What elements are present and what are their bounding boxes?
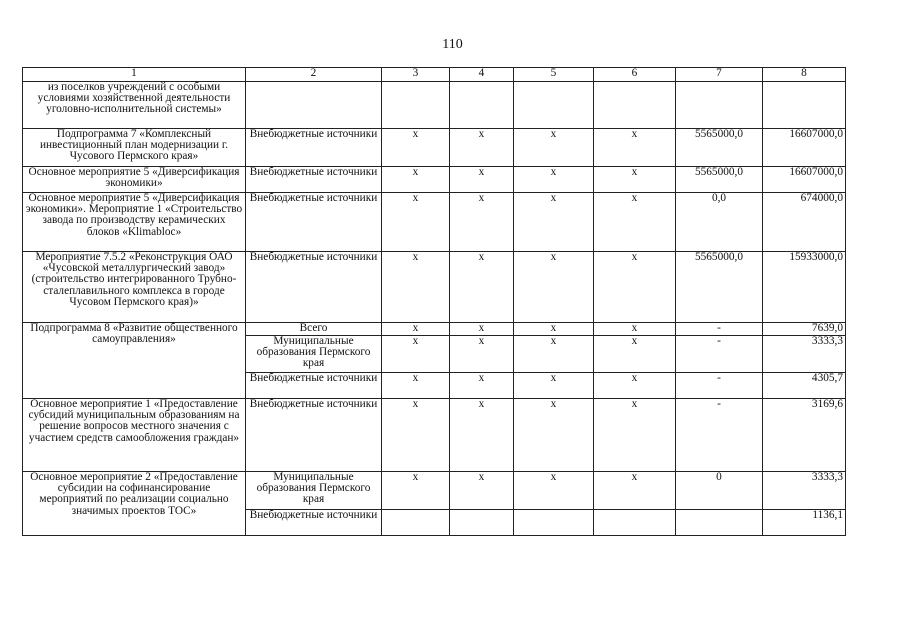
cell-col-3: х — [382, 472, 450, 510]
column-header: 2 — [246, 68, 382, 82]
table-row — [23, 193, 846, 252]
cell-col-3: х — [382, 129, 450, 167]
cell-col-6: х — [594, 323, 676, 336]
cell-col-7: - — [676, 323, 763, 336]
cell-col-3: х — [382, 323, 450, 336]
cell-col-7 — [676, 82, 763, 129]
cell-col-7: - — [676, 399, 763, 472]
cell-col-7: 0,0 — [676, 193, 763, 252]
cell-col-5 — [514, 82, 594, 129]
cell-col-7: 5565000,0 — [676, 252, 763, 323]
cell-col-4: х — [450, 167, 514, 193]
funding-source-cell: Внебюджетные источники — [246, 129, 382, 167]
row-title-cell: Подпрограмма 7 «Комплексный инвестиционный план модернизации г. Чусового Пермского края» — [23, 129, 246, 167]
budget-table — [22, 67, 846, 536]
cell-col-6: х — [594, 129, 676, 167]
cell-col-8 — [763, 82, 846, 129]
row-title-cell: Основное мероприятие 5 «Диверсификация экономики». Мероприятие 1 «Строительство завода по производству керамических блоков «Klimabloc» — [23, 193, 246, 252]
column-header: 8 — [763, 68, 846, 82]
cell-col-8: 16607000,0 — [763, 129, 846, 167]
cell-col-5: х — [514, 399, 594, 472]
cell-col-6: х — [594, 373, 676, 399]
cell-col-3: х — [382, 252, 450, 323]
funding-source-cell: Внебюджетные источники — [246, 373, 382, 399]
cell-col-6: х — [594, 336, 676, 373]
funding-source-cell: Внебюджетные источники — [246, 193, 382, 252]
cell-col-6 — [594, 510, 676, 536]
cell-col-3: х — [382, 399, 450, 472]
cell-col-6: х — [594, 399, 676, 472]
cell-col-8: 7639,0 — [763, 323, 846, 336]
cell-col-5 — [514, 510, 594, 536]
funding-source-cell: Внебюджетные источники — [246, 399, 382, 472]
cell-col-8: 3333,3 — [763, 336, 846, 373]
table-row — [23, 472, 846, 510]
cell-col-8: 674000,0 — [763, 193, 846, 252]
cell-col-5: х — [514, 373, 594, 399]
cell-col-4: х — [450, 399, 514, 472]
cell-col-8: 1136,1 — [763, 510, 846, 536]
cell-col-3: х — [382, 193, 450, 252]
funding-source-cell: Муниципальные образования Пермского края — [246, 336, 382, 373]
cell-col-4 — [450, 510, 514, 536]
cell-col-4: х — [450, 336, 514, 373]
cell-col-7 — [676, 510, 763, 536]
column-header: 5 — [514, 68, 594, 82]
cell-col-8: 3169,6 — [763, 399, 846, 472]
column-header: 4 — [450, 68, 514, 82]
cell-col-3 — [382, 82, 450, 129]
table-header-row — [23, 68, 846, 82]
cell-col-4: х — [450, 252, 514, 323]
cell-col-8: 15933000,0 — [763, 252, 846, 323]
cell-col-8: 3333,3 — [763, 472, 846, 510]
column-header: 6 — [594, 68, 676, 82]
cell-col-4: х — [450, 129, 514, 167]
row-title-cell: Основное мероприятие 1 «Предоставление субсидий муниципальным образованиям на решение вопросов местного значения с участием средств самообложения граждан» — [23, 399, 246, 472]
cell-col-5: х — [514, 129, 594, 167]
cell-col-7: 5565000,0 — [676, 167, 763, 193]
table-row — [23, 129, 846, 167]
table-row — [23, 167, 846, 193]
row-title-cell: Подпрограмма 8 «Развитие общественного самоуправления» — [23, 323, 246, 399]
cell-col-5: х — [514, 323, 594, 336]
column-header: 1 — [23, 68, 246, 82]
funding-source-cell: Внебюджетные источники — [246, 510, 382, 536]
cell-col-3 — [382, 510, 450, 536]
cell-col-6: х — [594, 193, 676, 252]
funding-source-cell: Муниципальные образования Пермского края — [246, 472, 382, 510]
cell-col-7: - — [676, 373, 763, 399]
column-header: 3 — [382, 68, 450, 82]
row-title-cell: Мероприятие 7.5.2 «Реконструкция ОАО «Чусовской металлургический завод» (строительство интегрированного Трубно-сталеплавильного комплекса в городе Чусовом Пермского края)» — [23, 252, 246, 323]
cell-col-4: х — [450, 323, 514, 336]
funding-source-cell: Всего — [246, 323, 382, 336]
cell-col-4: х — [450, 373, 514, 399]
cell-col-5: х — [514, 193, 594, 252]
cell-col-8: 16607000,0 — [763, 167, 846, 193]
row-title-cell: Основное мероприятие 2 «Предоставление субсидии на софинансирование мероприятий по реализации социально значимых проектов ТОС» — [23, 472, 246, 536]
column-header: 7 — [676, 68, 763, 82]
cell-col-3: х — [382, 373, 450, 399]
funding-source-cell: Внебюджетные источники — [246, 167, 382, 193]
cell-col-5: х — [514, 167, 594, 193]
funding-source-cell: Внебюджетные источники — [246, 252, 382, 323]
cell-col-5: х — [514, 252, 594, 323]
table-row — [23, 323, 846, 336]
cell-col-4 — [450, 82, 514, 129]
funding-source-cell — [246, 82, 382, 129]
cell-col-6: х — [594, 472, 676, 510]
cell-col-3: х — [382, 336, 450, 373]
cell-col-5: х — [514, 336, 594, 373]
cell-col-6 — [594, 82, 676, 129]
cell-col-6: х — [594, 167, 676, 193]
cell-col-7: 0 — [676, 472, 763, 510]
cell-col-7: 5565000,0 — [676, 129, 763, 167]
cell-col-3: х — [382, 167, 450, 193]
row-title-cell: из поселков учреждений с особыми условиями хозяйственной деятельности уголовно-исполнительной системы» — [23, 82, 246, 129]
row-title-cell: Основное мероприятие 5 «Диверсификация экономики» — [23, 167, 246, 193]
cell-col-4: х — [450, 472, 514, 510]
cell-col-4: х — [450, 193, 514, 252]
cell-col-8: 4305,7 — [763, 373, 846, 399]
page-number: 110 — [442, 37, 463, 52]
cell-col-7: - — [676, 336, 763, 373]
table-row — [23, 252, 846, 323]
cell-col-5: х — [514, 472, 594, 510]
table-row — [23, 399, 846, 472]
table-row — [23, 82, 846, 129]
cell-col-6: х — [594, 252, 676, 323]
